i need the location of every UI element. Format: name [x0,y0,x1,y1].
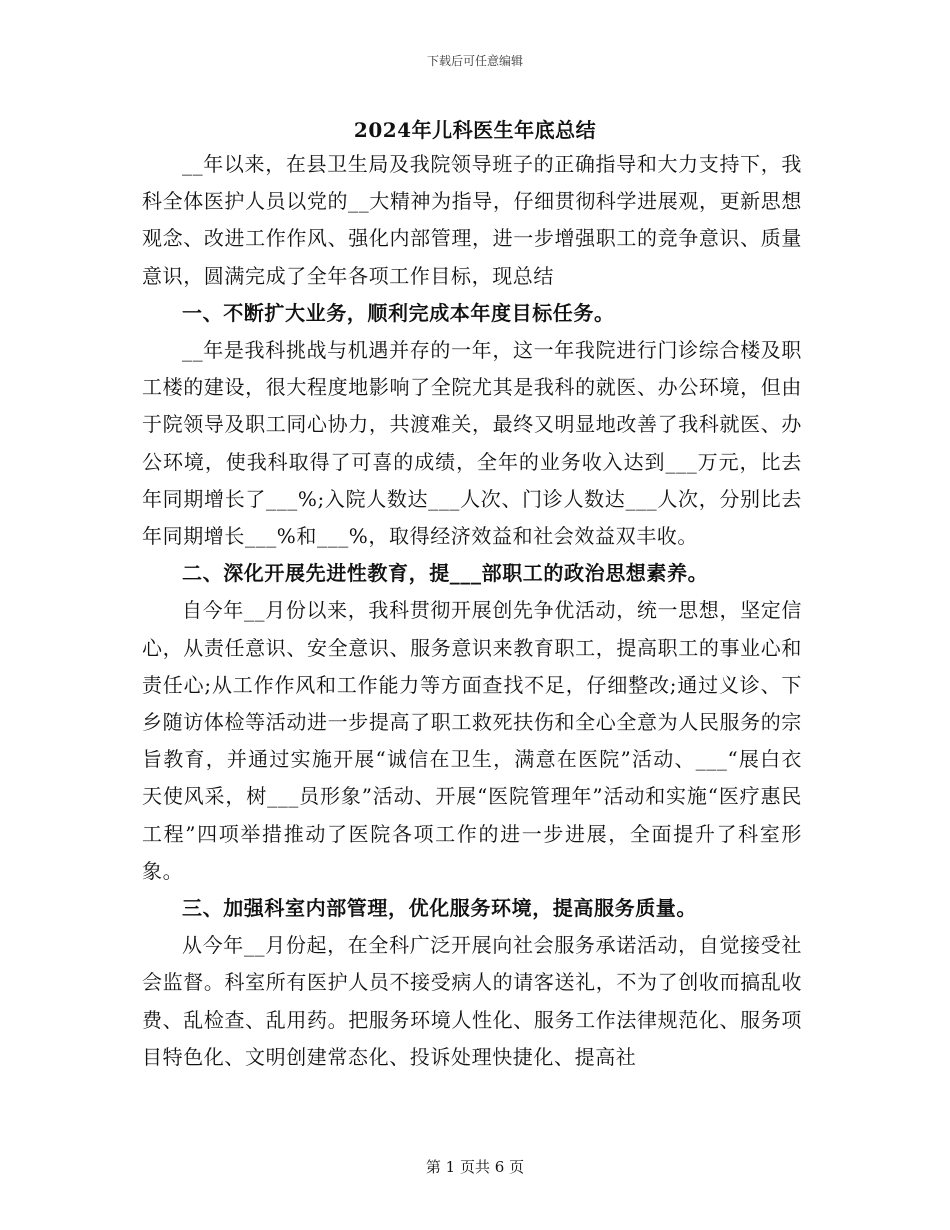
section-heading-1: 一、不断扩大业务，顺利完成本年度目标任务。 [182,300,615,325]
section-2-paragraph: 自今年__月份以来，我科贯彻开展创先争优活动，统一思想，坚定信心，从责任意识、安全意识、服务意识来教育职工，提高职工的事业心和责任心;从工作作风和工作能力等方面查找不足，仔细整改;通过义诊、下乡随访体检等活动进一步提高了职工救死扶伤和全心全意为人民服务的宗旨教育，并通过实施开展“诚信在卫生，满意在医院”活动、___“展白衣天使风采，树___员形象”活动、开展“医院管理年”活动和实施“医疗惠民工程”四项举措推动了医院各项工作的进一步进展，全面提升了科室形象。 [142,598,802,883]
section-3-paragraph: 从今年__月份起，在全科广泛开展向社会服务承诺活动，自觉接受社会监督。科室所有医护人员不接受病人的请客送礼，不为了创收而搞乱收费、乱检查、乱用药。把服务环境人性化、服务工作法律规范化、服务项目特色化、文明创建常态化、投诉处理快捷化、提高社 [142,933,802,1069]
section-heading-2: 二、深化开展先进性教育，提___部职工的政治思想素养。 [182,561,709,586]
section-1-paragraph: __年是我科挑战与机遇并存的一年，这一年我院进行门诊综合楼及职工楼的建设，很大程度地影响了全院尤其是我科的就医、办公环境，但由于院领导及职工同心协力，共渡难关，最终又明显地改善了我科就医、办公环境，使我科取得了可喜的成绩，全年的业务收入达到___万元，比去年同期增长了___%;入院人数达___人次、门诊人数达___人次，分别比去年同期增长___%和___%，取得经济效益和社会效益双丰收。 [142,338,802,549]
page-footer: 第 1 页共 6 页 [425,1158,525,1176]
intro-paragraph: __年以来，在县卫生局及我院领导班子的正确指导和大力支持下，我科全体医护人员以党的__大精神为指导，仔细贯彻科学进展观，更新思想观念、改进工作作风、强化内部管理，进一步增强职工的竞争意识、质量意识，圆满完成了全年各项工作目标，现总结 [142,152,802,288]
header-note: 下载后可任意编辑 [426,54,523,68]
section-heading-3: 三、加强科室内部管理，优化服务环境，提高服务质量。 [182,896,697,921]
document-body [142,146,802,1076]
document-title: 2024年儿科医生年底总结 [353,118,597,142]
